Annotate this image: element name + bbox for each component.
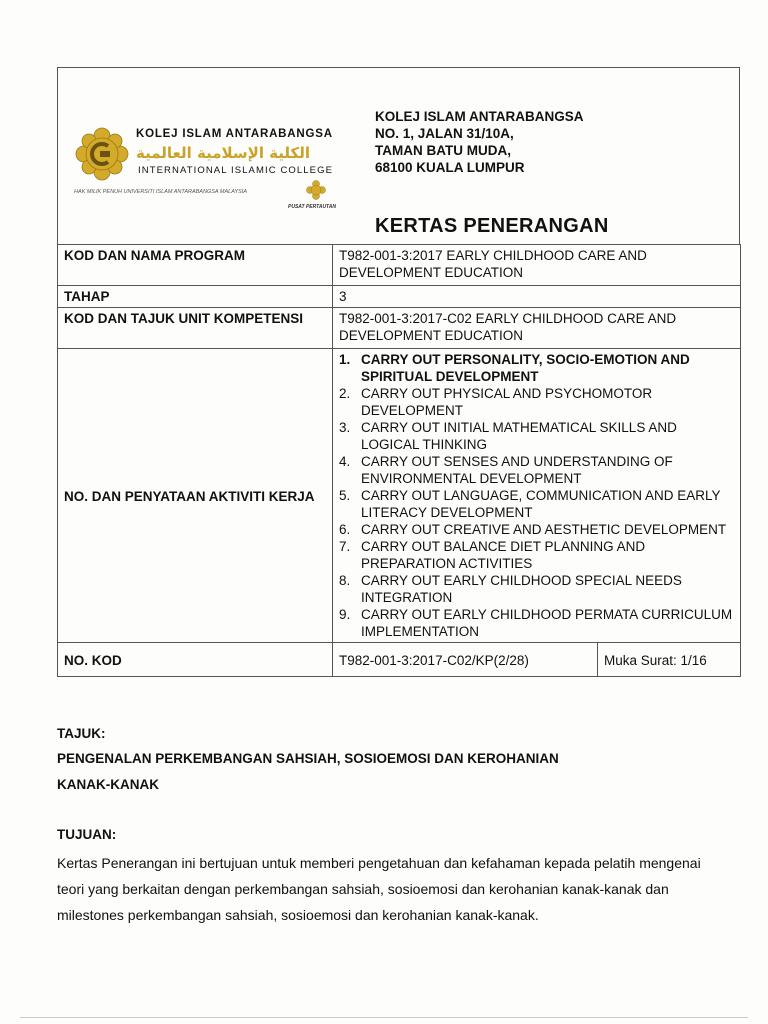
logo-subtitle: INTERNATIONAL ISLAMIC COLLEGE [138,165,334,176]
activity-text: CARRY OUT SENSES AND UNDERSTANDING OF ENVIRONMENTAL DEVELOPMENT [361,454,673,486]
activity-item [339,453,735,487]
activity-number: 2. [339,386,351,401]
activity-text: CARRY OUT BALANCE DIET PLANNING AND PREPARATION ACTIVITIES [361,539,646,571]
tajuk-line-2: KANAK-KANAK [57,777,159,792]
activity-number: 6. [339,522,351,537]
address-line-4: 68100 KUALA LUMPUR [375,160,525,175]
activity-text: CARRY OUT PHYSICAL AND PSYCHOMOTOR DEVELOPMENT [361,386,653,418]
activity-row [58,349,741,643]
document-title: KERTAS PENERANGAN [375,215,609,237]
activity-number: 8. [339,573,351,588]
tajuk-line-1: PENGENALAN PERKEMBANGAN SAHSIAH, SOSIOEMOSI DAN KEROHANIAN [57,751,559,766]
address-line-1: KOLEJ ISLAM ANTARABANGSA [375,109,584,124]
address-line-2: NO. 1, JALAN 31/10A, [375,126,514,141]
unit-row [58,308,741,349]
program-value: T982-001-3:2017 EARLY CHILDHOOD CARE AND DEVELOPMENT EDUCATION [333,245,741,286]
tujuan-label: TUJUAN: [57,827,117,842]
kod-row [58,643,741,677]
tajuk-label: TAJUK: [57,726,106,741]
tujuan-paragraph: Kertas Penerangan ini bertujuan untuk memberi pengetahuan dan kefahaman kepada pelatih mengenai teori yang berkaitan dengan perkembangan sahsiah, sosioemosi dan kerohanian kanak-kanak dan milestones perkembangan sahsiah, sosioemosi dan kerohanian kanak-kanak. [57,855,701,923]
logo-pusat-label: PUSAT PERTAUTAN [288,204,336,210]
activity-text: CARRY OUT CREATIVE AND AESTHETIC DEVELOPMENT [361,522,727,537]
program-row [58,245,741,286]
activity-item [339,419,735,453]
unit-label: KOD DAN TAJUK UNIT KOMPETENSI [58,308,333,349]
activity-number: 7. [339,539,351,554]
page-bottom-edge [20,1017,748,1018]
page-number: Muka Surat: 1/16 [598,643,741,677]
activity-item [339,351,735,385]
logo-english-name: KOLEJ ISLAM ANTARABANGSA [136,128,333,140]
kod-label: NO. KOD [58,643,333,677]
activity-item [339,487,735,521]
activity-number: 5. [339,488,351,503]
activity-text: CARRY OUT LANGUAGE, COMMUNICATION AND EARLY LITERACY DEVELOPMENT [361,488,721,520]
college-logo [74,126,336,216]
activity-text: CARRY OUT PERSONALITY, SOCIO-EMOTION AND SPIRITUAL DEVELOPMENT [361,352,690,384]
activity-label [58,349,333,643]
logo-ownership-note: HAK MILIK PENUH UNIVERSITI ISLAM ANTARABANGSA MALAYSIA [74,189,247,195]
activity-text: CARRY OUT EARLY CHILDHOOD SPECIAL NEEDS INTEGRATION [361,573,682,605]
activity-text: CARRY OUT INITIAL MATHEMATICAL SKILLS AND LOGICAL THINKING [361,420,677,452]
activity-number: 3. [339,420,351,435]
activity-item [339,606,735,640]
activity-number: 4. [339,454,351,469]
program-label: KOD DAN NAMA PROGRAM [58,245,333,286]
activity-list [339,351,735,640]
college-emblem-icon [74,126,130,182]
logo-arabic-name: الكلية الإسلامية العالمية [136,144,311,162]
activity-label-text: NO. DAN PENYATAAN AKTIVITI KERJA [64,488,315,504]
small-emblem-icon [306,180,326,200]
activity-item [339,521,735,538]
activity-cell [333,349,741,643]
tahap-row [58,286,741,308]
activity-number: 9. [339,607,351,622]
college-address [375,108,584,176]
activity-item [339,385,735,419]
unit-value: T982-001-3:2017-C02 EARLY CHILDHOOD CARE AND DEVELOPMENT EDUCATION [333,308,741,349]
address-line-3: TAMAN BATU MUDA, [375,143,511,158]
activity-item [339,538,735,572]
activity-number: 1. [339,352,351,367]
activity-text: CARRY OUT EARLY CHILDHOOD PERMATA CURRICULUM IMPLEMENTATION [361,607,733,639]
activity-item [339,572,735,606]
kod-value: T982-001-3:2017-C02/KP(2/28) [333,643,598,677]
info-table [57,244,741,677]
tahap-value: 3 [333,286,741,308]
tahap-label: TAHAP [58,286,333,308]
